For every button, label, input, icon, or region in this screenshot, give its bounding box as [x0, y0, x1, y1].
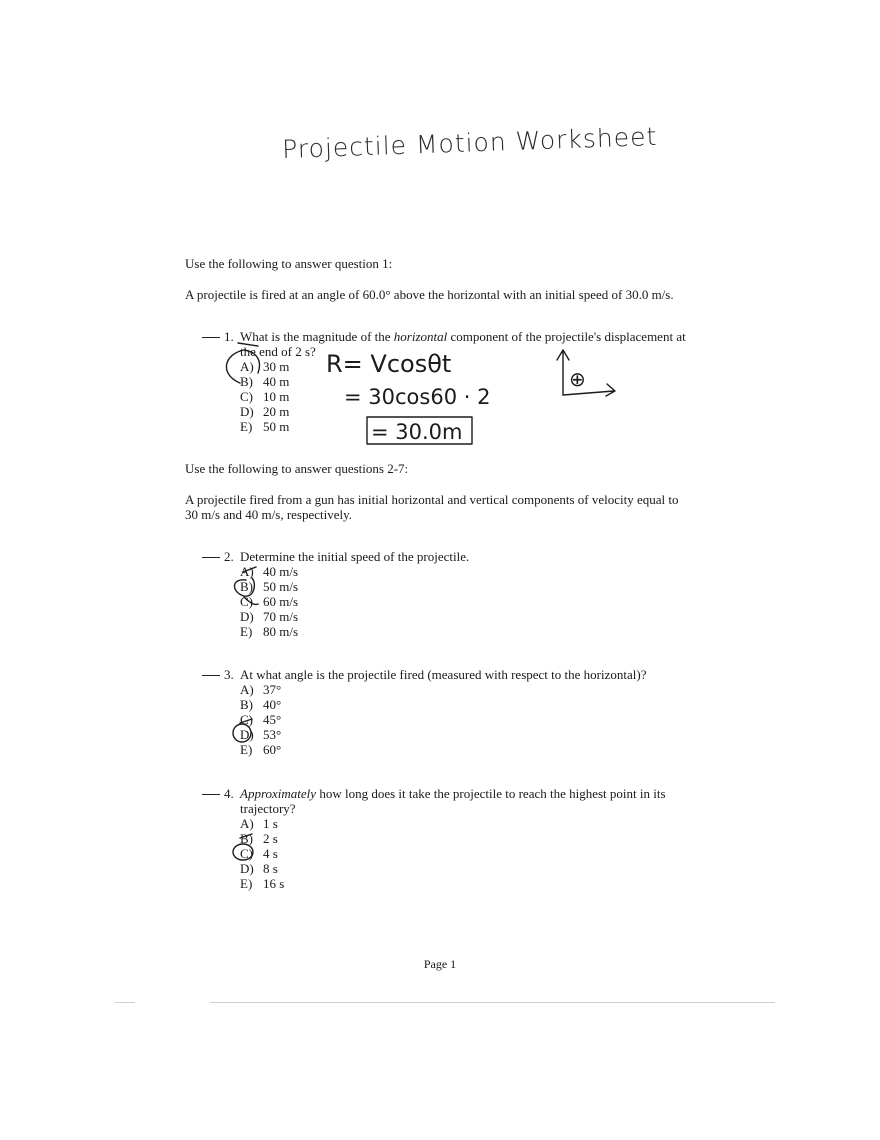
- choice-text: 70 m/s: [263, 609, 299, 624]
- q4-text-line2: trajectory?: [240, 801, 296, 816]
- section2-description-line1: A projectile fired from a gun has initial horizontal and vertical components of velocity equal to: [185, 492, 679, 507]
- q1-choice-a[interactable]: [240, 359, 289, 374]
- choice-letter: D): [240, 727, 254, 742]
- q4-choice-e[interactable]: [240, 876, 284, 891]
- q2-choice-e[interactable]: [240, 624, 298, 639]
- q1-text-after: component of the projectile's displacement at: [447, 329, 686, 344]
- scan-artifact-line: [115, 1002, 135, 1003]
- choice-letter: B): [240, 697, 253, 712]
- choice-text: 50 m: [263, 419, 290, 434]
- q2-answer-blank[interactable]: [202, 557, 220, 558]
- q1-choice-b[interactable]: [240, 374, 289, 389]
- choice-text: 53°: [263, 727, 282, 742]
- choice-letter: B): [240, 579, 253, 594]
- section1-heading: Use the following to answer question 1:: [185, 256, 393, 271]
- choice-text: 45°: [263, 712, 282, 727]
- choice-letter: C): [240, 712, 253, 727]
- q3-number-line: [202, 667, 234, 682]
- q1-answer-blank[interactable]: [202, 337, 220, 338]
- section2-description-line2: 30 m/s and 40 m/s, respectively.: [185, 507, 353, 522]
- q4-choice-a[interactable]: [240, 816, 278, 831]
- q1-choice-d[interactable]: [240, 404, 289, 419]
- q1-choice-c[interactable]: [240, 389, 289, 404]
- q1-number: 1.: [224, 329, 234, 344]
- q3-stem: At what angle is the projectile fired (measured with respect to the horizontal)?: [240, 667, 647, 682]
- q2-choice-a[interactable]: [240, 564, 298, 579]
- q4-text-after: how long does it take the projectile to reach the highest point in its: [316, 786, 666, 801]
- choice-letter: E): [240, 419, 253, 434]
- positive-sign-icon: ⊕: [569, 367, 586, 391]
- q4-stem: [240, 786, 700, 816]
- q3-choice-a[interactable]: [240, 682, 281, 697]
- section1-description: A projectile is fired at an angle of 60.0° above the horizontal with an initial speed of 30.0 m/s.: [185, 287, 674, 302]
- q4-number-line: [202, 786, 234, 801]
- q4-choice-b[interactable]: [240, 831, 278, 846]
- choice-letter: C): [240, 594, 253, 609]
- choice-text: 30 m: [263, 359, 290, 374]
- choice-text: 40°: [263, 697, 282, 712]
- choice-letter: A): [240, 682, 254, 697]
- q1-text-before: What is the magnitude of the: [240, 329, 394, 344]
- q2-number: 2.: [224, 549, 234, 564]
- q1-text-line2: the end of 2 s?: [240, 344, 316, 359]
- q1-choice-e[interactable]: [240, 419, 289, 434]
- q1-stem: [240, 329, 700, 359]
- q4-answer-blank[interactable]: [202, 794, 220, 795]
- choice-letter: E): [240, 624, 253, 639]
- choice-letter: A): [240, 564, 254, 579]
- page-number: Page 1: [423, 957, 457, 971]
- q3-choice-d[interactable]: [240, 727, 281, 742]
- choice-letter: E): [240, 876, 253, 891]
- choice-text: 8 s: [263, 861, 278, 876]
- choice-letter: B): [240, 374, 253, 389]
- choice-text: 2 s: [263, 831, 278, 846]
- choice-text: 40 m/s: [263, 564, 299, 579]
- choice-text: 60°: [263, 742, 282, 757]
- choice-text: 16 s: [263, 876, 285, 891]
- q1-formula-text: R= Vcosθt: [326, 350, 452, 378]
- choice-letter: C): [240, 846, 253, 861]
- choice-text: 50 m/s: [263, 579, 299, 594]
- choice-text: 80 m/s: [263, 624, 299, 639]
- q4-choice-c[interactable]: [240, 846, 278, 861]
- section2-heading: Use the following to answer questions 2-7:: [185, 461, 409, 476]
- q4-text-italic: Approximately: [240, 786, 317, 801]
- right-arrow-icon: [563, 384, 615, 396]
- choice-text: 20 m: [263, 404, 290, 419]
- choice-text: 10 m: [263, 389, 290, 404]
- choice-letter: C): [240, 389, 253, 404]
- q4-number: 4.: [224, 786, 234, 801]
- q1-text-italic: horizontal: [393, 329, 448, 344]
- q1-number-line: [202, 329, 234, 344]
- choice-letter: B): [240, 831, 253, 846]
- choice-letter: E): [240, 742, 253, 757]
- q1-answer-text: = 30.0m: [371, 420, 463, 444]
- q4-choice-d[interactable]: [240, 861, 278, 876]
- choice-letter: D): [240, 609, 254, 624]
- q1-substitution-text: = 30cos60 · 2: [344, 385, 491, 409]
- q3-answer-blank[interactable]: [202, 675, 220, 676]
- choice-text: 40 m: [263, 374, 290, 389]
- q3-choice-c[interactable]: [240, 712, 281, 727]
- scan-artifact-line: [210, 1002, 775, 1003]
- choice-text: 1 s: [263, 816, 278, 831]
- choice-letter: D): [240, 861, 254, 876]
- choice-letter: A): [240, 816, 254, 831]
- q2-choice-d[interactable]: [240, 609, 298, 624]
- choice-letter: D): [240, 404, 254, 419]
- q2-stem: Determine the initial speed of the projectile.: [240, 549, 470, 564]
- q3-choice-b[interactable]: [240, 697, 281, 712]
- choice-letter: A): [240, 359, 254, 374]
- q3-choice-e[interactable]: [240, 742, 281, 757]
- q2-choice-b[interactable]: [240, 579, 298, 594]
- q1-answer-box: [367, 417, 472, 444]
- choice-text: 60 m/s: [263, 594, 299, 609]
- q3-number: 3.: [224, 667, 234, 682]
- q2-choice-c[interactable]: [240, 594, 298, 609]
- choice-text: 4 s: [263, 846, 278, 861]
- choice-text: 37°: [263, 682, 282, 697]
- worksheet-title: Projectile Motion Worksheet: [281, 121, 658, 164]
- q2-number-line: [202, 549, 234, 564]
